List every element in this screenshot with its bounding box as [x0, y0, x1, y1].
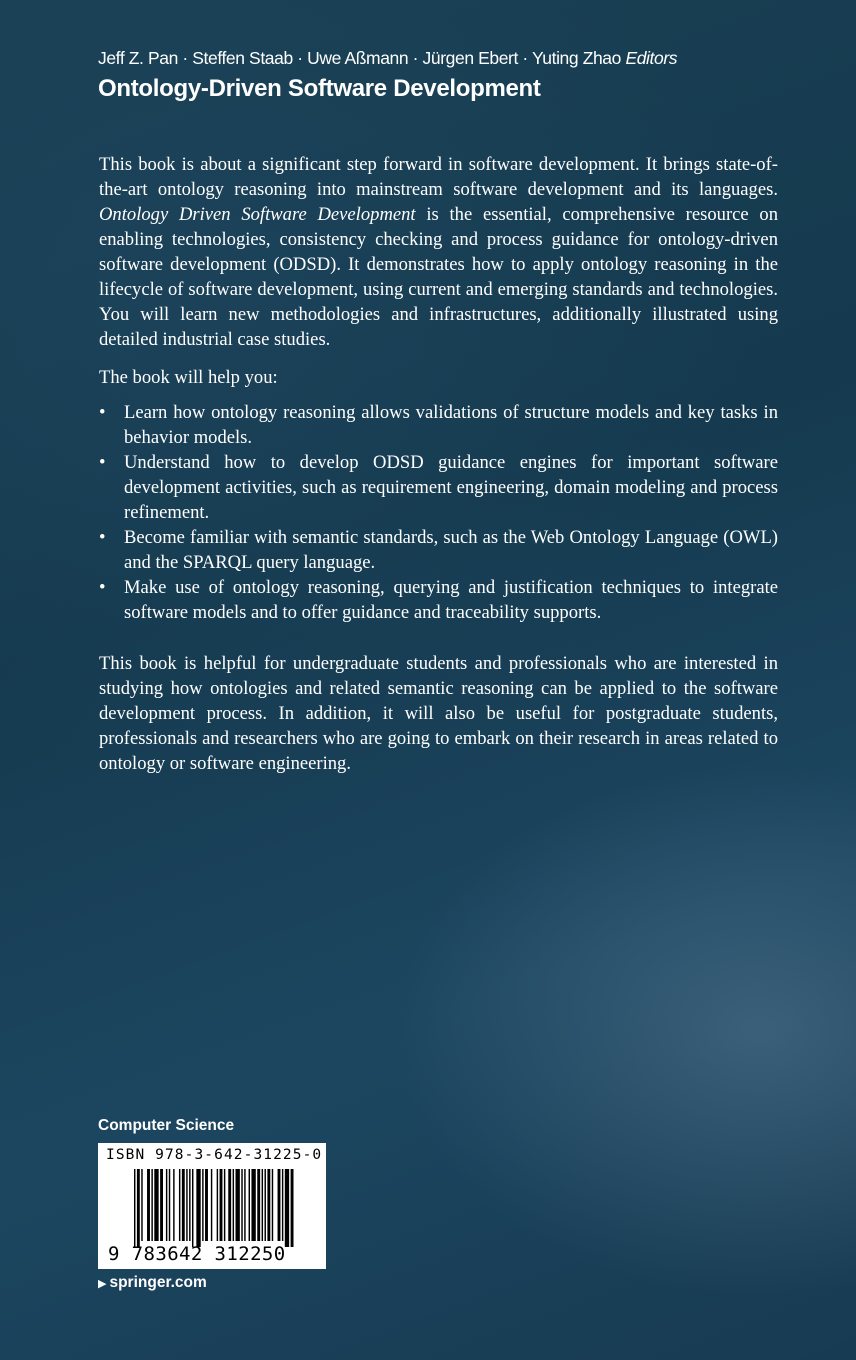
- p1-text-end: is the essential, comprehensive resource on enabling technologies, consistency checking and process guidance for ontology-driven software development (ODSD). It demonstrates how to apply ontology reasoning in the lifecycle of software development, using current and emerging standards and technologies. You will learn new methodologies and infrastructures, additionally illustrated using detailed industrial case studies.: [99, 204, 778, 350]
- list-item: • Understand how to develop ODSD guidance engines for important software development activities, such as requirement engineering, domain modeling and process refinement.: [99, 450, 778, 525]
- publisher-website[interactable]: [98, 1274, 207, 1292]
- description-paragraph-2: The book will help you:: [99, 367, 278, 388]
- editors-names: Jeff Z. Pan · Steffen Staab · Uwe Aßmann · Jürgen Ebert · Yuting Zhao: [98, 48, 621, 68]
- list-item: • Make use of ontology reasoning, querying and justification techniques to integrate software models and to offer guidance and traceability supports.: [99, 575, 778, 625]
- description-paragraph-3: This book is helpful for undergraduate students and professionals who are interested in studying how ontologies and related semantic reasoning can be applied to the software development process. In addition, it will also be useful for postgraduate students, professionals and researchers who are going to embark on their research in areas related to ontology or software engineering.: [99, 653, 778, 774]
- isbn-label: ISBN 978-3-642-31225-0: [106, 1147, 323, 1163]
- subject-category: Computer Science: [98, 1117, 235, 1134]
- website-label: springer.com: [109, 1274, 207, 1291]
- description-paragraph-1: [99, 152, 778, 352]
- isbn-barcode-block: [98, 1143, 326, 1269]
- benefits-list: [99, 400, 778, 625]
- triangle-arrow-icon: ▶: [98, 1278, 107, 1290]
- p1-italic-title: Ontology Driven Software Development: [99, 204, 416, 225]
- isbn-digits: 9 783642 312250: [108, 1243, 286, 1265]
- list-item: • Become familiar with semantic standards, such as the Web Ontology Language (OWL) and the SPARQL query language.: [99, 525, 778, 575]
- list-item: • Learn how ontology reasoning allows validations of structure models and key tasks in behavior models.: [99, 400, 778, 450]
- barcode-graphic: [132, 1169, 296, 1247]
- book-title: Ontology-Driven Software Development: [98, 75, 541, 102]
- editors-line: [98, 48, 818, 69]
- p1-text-start: This book is about a significant step forward in software development. It brings state-of-the-art ontology reasoning into mainstream software development and its languages.: [99, 154, 778, 200]
- editors-role: Editors: [625, 48, 678, 68]
